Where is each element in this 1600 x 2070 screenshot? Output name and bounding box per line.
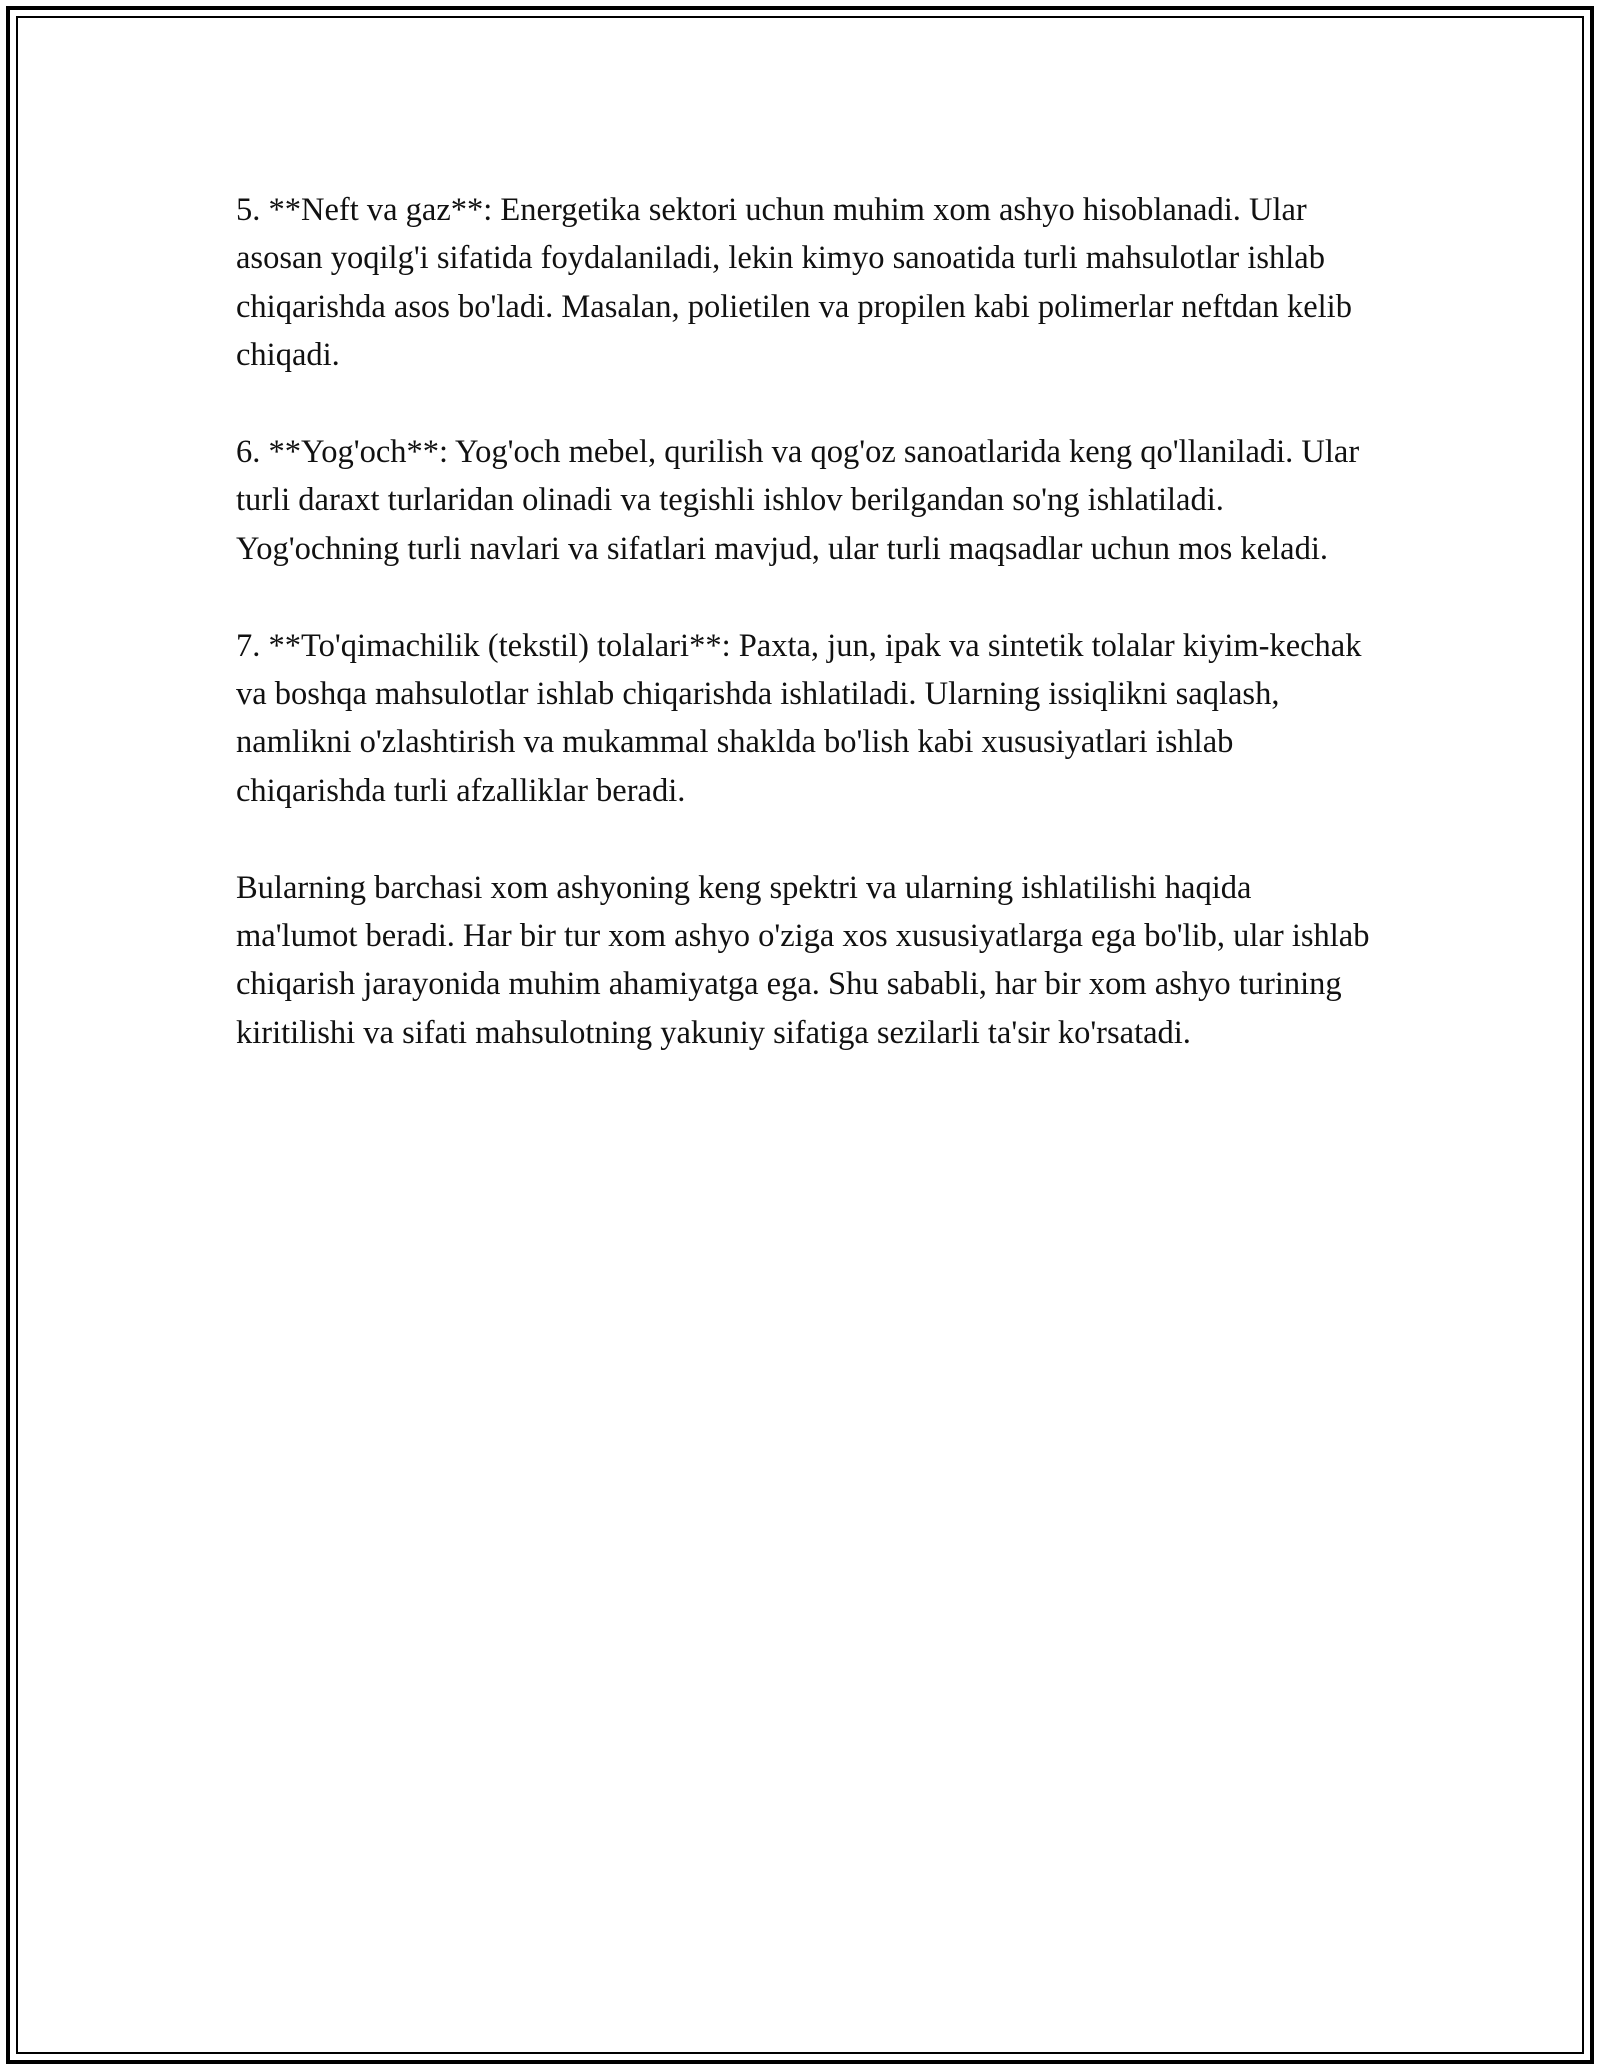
paragraph-wood: 6. **Yog'och**: Yog'och mebel, qurilish va qog'oz sanoatlarida keng qo'llaniladi. Ular turli daraxt turlaridan olinadi va tegishli ishlov berilgandan so'ng ishlatiladi. Yog'ochning turli navlari va sifatlari mavjud, ular turli maqsadlar uchun mos keladi. bbox=[236, 434, 1360, 567]
paragraph-oil-gas: 5. **Neft va gaz**: Energetika sektori uchun muhim xom ashyo hisoblanadi. Ular asosan yoqilg'i sifatida foydalaniladi, lekin kimyo sanoatida turli mahsulotlar ishlab chiqarishda asos bo'ladi. Masalan, polietilen va propilen kabi polimerlar neftdan kelib chiqadi. bbox=[236, 192, 1352, 374]
document-body bbox=[236, 186, 1376, 1106]
paragraph-summary: Bularning barchasi xom ashyoning keng spektri va ularning ishlatilishi haqida ma'lumot beradi. Har bir tur xom ashyo o'ziga xos xususiyatlarga ega bo'lib, ular ishlab chiqarish jarayonida muhim ahamiyatga ega. Shu sababli, har bir xom ashyo turining kiritilishi va sifati mahsulotning yakuniy sifatiga sezilarli ta'sir ko'rsatadi. bbox=[236, 869, 1370, 1051]
paragraph-textile-fibers: 7. **To'qimachilik (tekstil) tolalari**: Paxta, jun, ipak va sintetik tolalar kiyim-kechak va boshqa mahsulotlar ishlab chiqarishda ishlatiladi. Ularning issiqlikni saqlash, namlikni o'zlashtirish va mukammal shaklda bo'lish kabi xususiyatlari ishlab chiqarishda turli afzalliklar beradi. bbox=[236, 627, 1362, 809]
